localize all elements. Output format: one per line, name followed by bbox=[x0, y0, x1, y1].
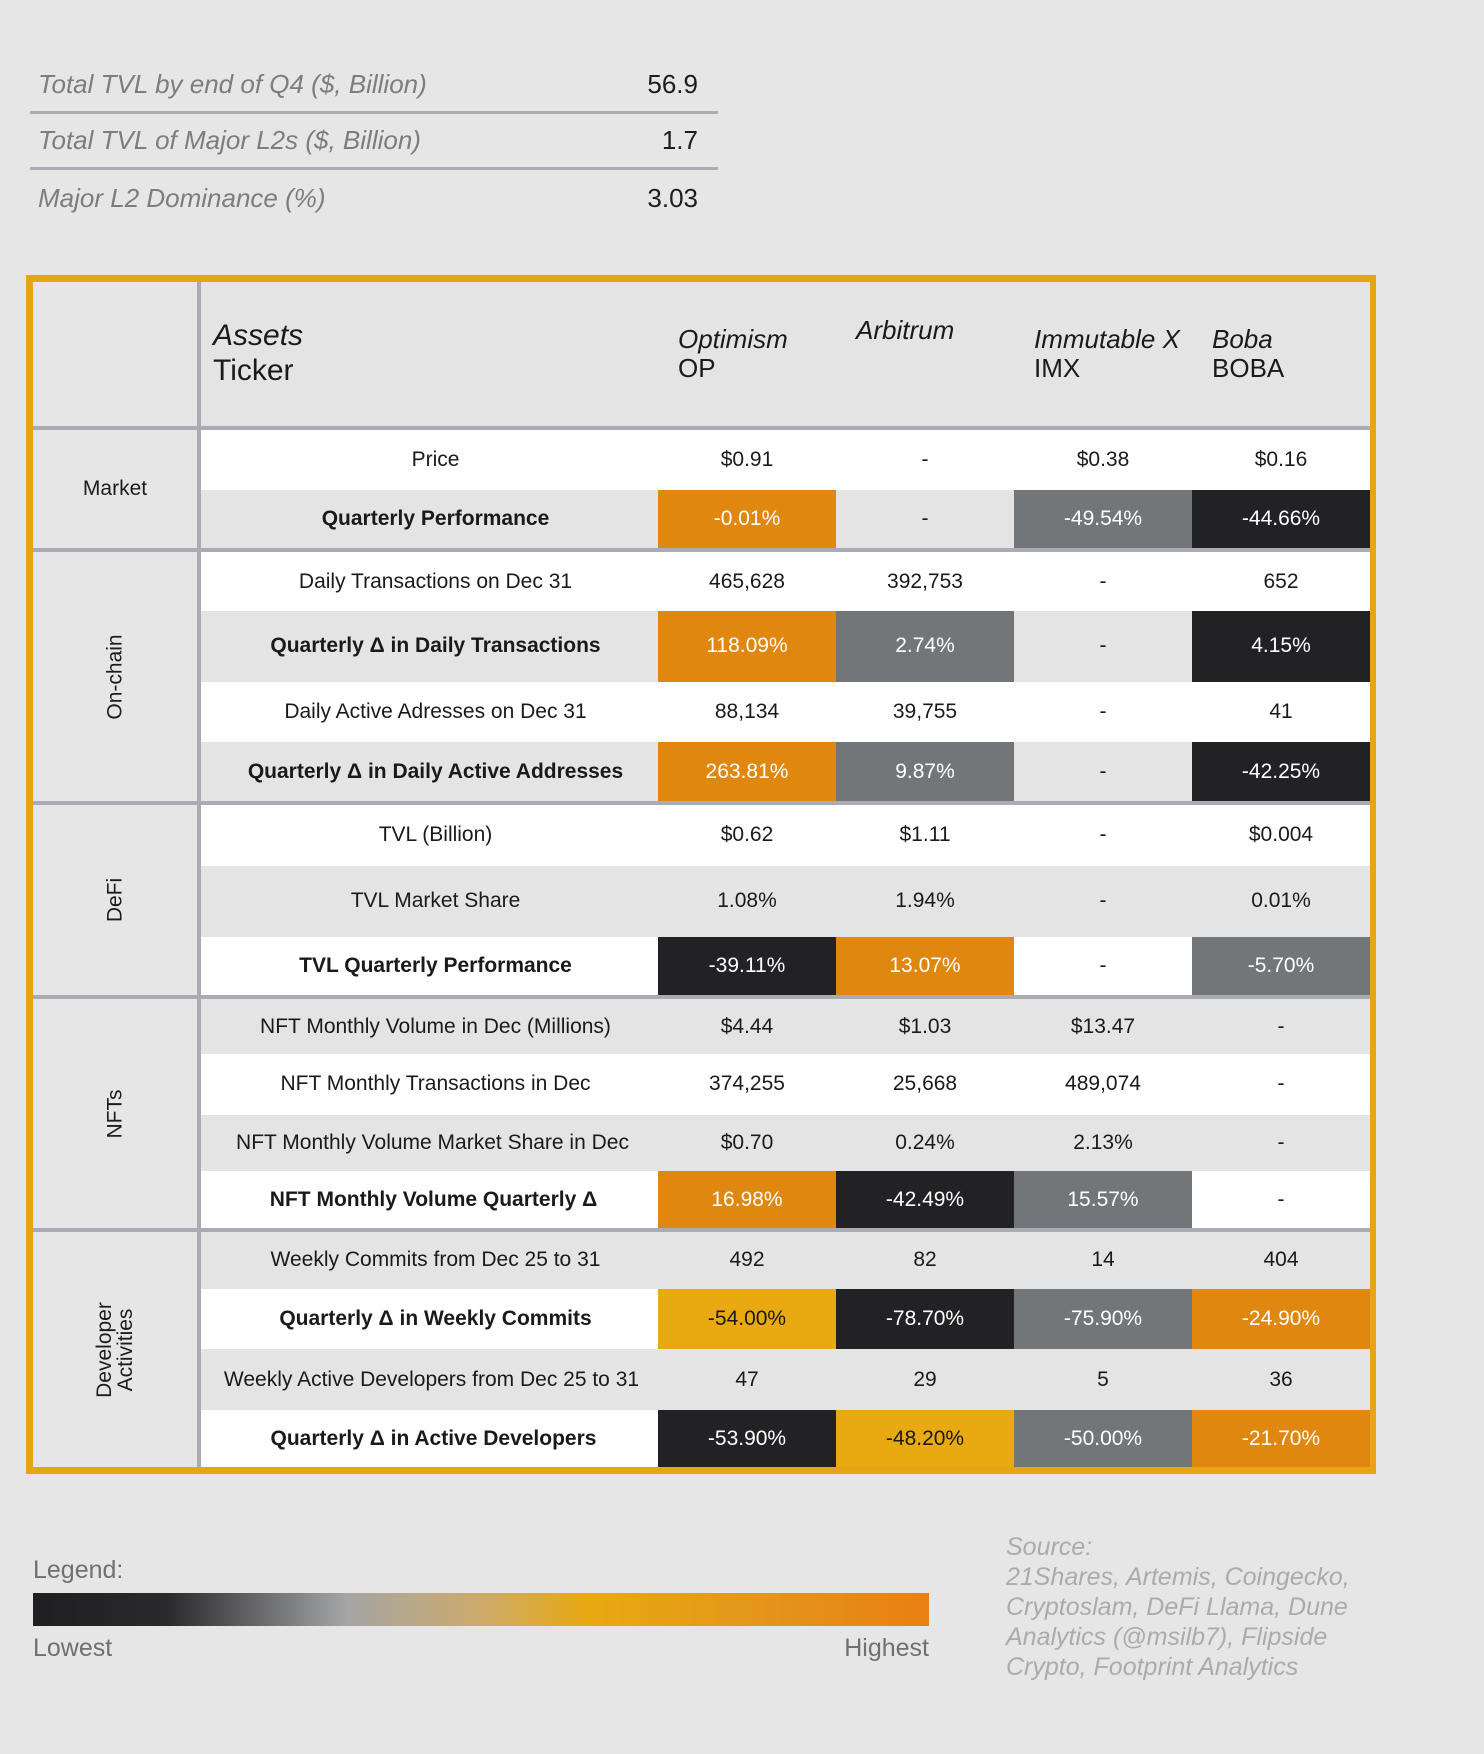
section-nfts bbox=[33, 997, 199, 1230]
value-cell: - bbox=[1192, 997, 1370, 1054]
summary-value: 1.7 bbox=[661, 125, 698, 155]
value-cell: 489,074 bbox=[1014, 1054, 1192, 1115]
value-cell: 465,628 bbox=[658, 550, 836, 611]
asset-name: Immutable X bbox=[1034, 323, 1180, 354]
table-row bbox=[33, 550, 1370, 611]
value-cell: $1.11 bbox=[836, 803, 1014, 866]
metric-label: Daily Transactions on Dec 31 bbox=[199, 550, 658, 611]
table-row bbox=[33, 1230, 1370, 1289]
legend-ends bbox=[33, 1634, 929, 1663]
value-cell: 15.57% bbox=[1014, 1171, 1192, 1230]
value-cell: 25,668 bbox=[836, 1054, 1014, 1115]
l2-metrics-table-frame bbox=[26, 275, 1376, 1474]
table-row bbox=[33, 1349, 1370, 1410]
value-cell: - bbox=[836, 490, 1014, 550]
asset-ticker: OP bbox=[678, 352, 716, 383]
section-developer-activities bbox=[33, 1230, 199, 1467]
metric-label: Quarterly Performance bbox=[199, 490, 658, 550]
table-row bbox=[33, 611, 1370, 682]
summary-label: Total TVL by end of Q4 ($, Billion) bbox=[38, 69, 427, 99]
value-cell: - bbox=[1192, 1115, 1370, 1172]
asset-ticker: BOBA bbox=[1212, 352, 1285, 383]
section-label-line2: Activities bbox=[114, 1308, 137, 1391]
value-cell: -0.01% bbox=[658, 490, 836, 550]
source-line: Cryptoslam, DeFi Llama, Dune bbox=[1006, 1593, 1348, 1621]
metric-label: TVL (Billion) bbox=[199, 803, 658, 866]
summary-value: 3.03 bbox=[647, 182, 698, 213]
value-cell: 16.98% bbox=[658, 1171, 836, 1230]
metric-label: NFT Monthly Volume Market Share in Dec bbox=[199, 1115, 658, 1172]
summary-row bbox=[30, 114, 718, 170]
heat-legend bbox=[33, 1556, 929, 1663]
value-cell: 392,753 bbox=[836, 550, 1014, 611]
value-cell: - bbox=[1014, 937, 1192, 998]
value-cell: 374,255 bbox=[658, 1054, 836, 1115]
value-cell: -5.70% bbox=[1192, 937, 1370, 998]
legend-title: Legend: bbox=[33, 1556, 124, 1584]
value-cell: -21.70% bbox=[1192, 1410, 1370, 1467]
value-cell: -75.90% bbox=[1014, 1289, 1192, 1350]
value-cell: - bbox=[1014, 682, 1192, 743]
table-row bbox=[33, 866, 1370, 937]
value-cell: 0.01% bbox=[1192, 866, 1370, 937]
section-market bbox=[33, 428, 199, 550]
value-cell: -78.70% bbox=[836, 1289, 1014, 1350]
source-line: Analytics (@msilb7), Flipside bbox=[1006, 1623, 1328, 1651]
value-cell: -42.25% bbox=[1192, 742, 1370, 803]
header-asset-boba bbox=[1192, 282, 1370, 428]
table-row bbox=[33, 1410, 1370, 1467]
legend-gradient-bar bbox=[33, 1593, 929, 1626]
table-row bbox=[33, 428, 1370, 491]
header-assets-label: Assets bbox=[213, 319, 304, 353]
value-cell: - bbox=[1014, 803, 1192, 866]
legend-highest-label: Highest bbox=[844, 1634, 929, 1662]
value-cell: $1.03 bbox=[836, 997, 1014, 1054]
value-cell: 492 bbox=[658, 1230, 836, 1289]
value-cell: 9.87% bbox=[836, 742, 1014, 803]
tvl-summary bbox=[30, 58, 718, 226]
value-cell: 0.24% bbox=[836, 1115, 1014, 1172]
value-cell: 36 bbox=[1192, 1349, 1370, 1410]
header-metric-label bbox=[199, 282, 658, 428]
table-row bbox=[33, 682, 1370, 743]
value-cell: 1.08% bbox=[658, 866, 836, 937]
value-cell: 1.94% bbox=[836, 866, 1014, 937]
value-cell: -24.90% bbox=[1192, 1289, 1370, 1350]
source-line: Source: bbox=[1006, 1533, 1093, 1561]
asset-name: Optimism bbox=[678, 323, 788, 354]
legend-lowest-label: Lowest bbox=[33, 1634, 113, 1662]
metric-label: Weekly Active Developers from Dec 25 to 31 bbox=[199, 1349, 658, 1410]
value-cell: -49.54% bbox=[1014, 490, 1192, 550]
summary-row bbox=[30, 58, 718, 114]
metric-label: NFT Monthly Transactions in Dec bbox=[199, 1054, 658, 1115]
l2-metrics-table bbox=[33, 282, 1370, 1467]
table-row bbox=[33, 1054, 1370, 1115]
metric-label: Weekly Commits from Dec 25 to 31 bbox=[199, 1230, 658, 1289]
table-row bbox=[33, 490, 1370, 550]
metric-label: Price bbox=[199, 428, 658, 491]
asset-ticker: IMX bbox=[1034, 352, 1081, 383]
table-row bbox=[33, 1115, 1370, 1172]
section-label: NFTs bbox=[103, 1089, 127, 1139]
summary-label: Total TVL of Major L2s ($, Billion) bbox=[38, 125, 421, 155]
table-row bbox=[33, 937, 1370, 998]
section-onchain bbox=[33, 550, 199, 803]
section-defi bbox=[33, 803, 199, 997]
value-cell: 82 bbox=[836, 1230, 1014, 1289]
value-cell: 652 bbox=[1192, 550, 1370, 611]
value-cell: -42.49% bbox=[836, 1171, 1014, 1230]
table-row bbox=[33, 997, 1370, 1054]
value-cell: 29 bbox=[836, 1349, 1014, 1410]
section-label: On-chain bbox=[103, 634, 127, 720]
value-cell: - bbox=[1192, 1054, 1370, 1115]
metric-label: Quarterly Δ in Weekly Commits bbox=[199, 1289, 658, 1350]
value-cell: - bbox=[1014, 742, 1192, 803]
value-cell: $0.004 bbox=[1192, 803, 1370, 866]
table-row bbox=[33, 1171, 1370, 1230]
value-cell: - bbox=[1014, 866, 1192, 937]
value-cell: -44.66% bbox=[1192, 490, 1370, 550]
metric-label: Daily Active Adresses on Dec 31 bbox=[199, 682, 658, 743]
summary-value: 56.9 bbox=[647, 69, 698, 99]
metric-label: NFT Monthly Volume Quarterly Δ bbox=[199, 1171, 658, 1230]
table-row bbox=[33, 803, 1370, 866]
value-cell: 5 bbox=[1014, 1349, 1192, 1410]
value-cell: 4.15% bbox=[1192, 611, 1370, 682]
source-line: Crypto, Footprint Analytics bbox=[1006, 1653, 1299, 1681]
value-cell: 41 bbox=[1192, 682, 1370, 743]
section-label: DeFi bbox=[103, 878, 127, 923]
value-cell: 47 bbox=[658, 1349, 836, 1410]
value-cell: 2.13% bbox=[1014, 1115, 1192, 1172]
value-cell: -53.90% bbox=[658, 1410, 836, 1467]
table-header-row bbox=[33, 282, 1370, 428]
value-cell: 39,755 bbox=[836, 682, 1014, 743]
value-cell: - bbox=[1014, 550, 1192, 611]
metric-label: NFT Monthly Volume in Dec (Millions) bbox=[199, 997, 658, 1054]
value-cell: 118.09% bbox=[658, 611, 836, 682]
value-cell: - bbox=[836, 428, 1014, 491]
source-line: 21Shares, Artemis, Coingecko, bbox=[1006, 1563, 1350, 1591]
value-cell: - bbox=[1014, 611, 1192, 682]
section-label-line1: Developer bbox=[93, 1301, 116, 1398]
value-cell: -54.00% bbox=[658, 1289, 836, 1350]
asset-name: Boba bbox=[1212, 323, 1273, 354]
metric-label: Quarterly Δ in Active Developers bbox=[199, 1410, 658, 1467]
header-ticker-label: Ticker bbox=[213, 353, 294, 387]
header-corner bbox=[33, 282, 199, 428]
value-cell: 14 bbox=[1014, 1230, 1192, 1289]
metric-label: Quarterly Δ in Daily Transactions bbox=[199, 611, 658, 682]
value-cell: $13.47 bbox=[1014, 997, 1192, 1054]
value-cell: $4.44 bbox=[658, 997, 836, 1054]
value-cell: -39.11% bbox=[658, 937, 836, 998]
value-cell: 13.07% bbox=[836, 937, 1014, 998]
value-cell: -50.00% bbox=[1014, 1410, 1192, 1467]
table-row bbox=[33, 1289, 1370, 1350]
metric-label: TVL Market Share bbox=[199, 866, 658, 937]
value-cell: $0.91 bbox=[658, 428, 836, 491]
value-cell: $0.62 bbox=[658, 803, 836, 866]
value-cell: 404 bbox=[1192, 1230, 1370, 1289]
metric-label: TVL Quarterly Performance bbox=[199, 937, 658, 998]
metric-label: Quarterly Δ in Daily Active Addresses bbox=[199, 742, 658, 803]
value-cell: $0.70 bbox=[658, 1115, 836, 1172]
table-row bbox=[33, 742, 1370, 803]
value-cell: $0.38 bbox=[1014, 428, 1192, 491]
summary-row bbox=[30, 170, 718, 226]
value-cell: 263.81% bbox=[658, 742, 836, 803]
value-cell: 2.74% bbox=[836, 611, 1014, 682]
summary-label: Major L2 Dominance (%) bbox=[38, 182, 326, 213]
section-label bbox=[94, 1302, 136, 1398]
value-cell: -48.20% bbox=[836, 1410, 1014, 1467]
source-note bbox=[1006, 1532, 1406, 1682]
value-cell: - bbox=[1192, 1171, 1370, 1230]
header-asset-arbitrum bbox=[836, 282, 1014, 428]
section-label: Market bbox=[82, 476, 148, 500]
asset-name: Arbitrum bbox=[856, 315, 955, 345]
value-cell: 88,134 bbox=[658, 682, 836, 743]
header-asset-optimism bbox=[658, 282, 836, 428]
value-cell: $0.16 bbox=[1192, 428, 1370, 491]
header-asset-immutable-x bbox=[1014, 282, 1192, 428]
